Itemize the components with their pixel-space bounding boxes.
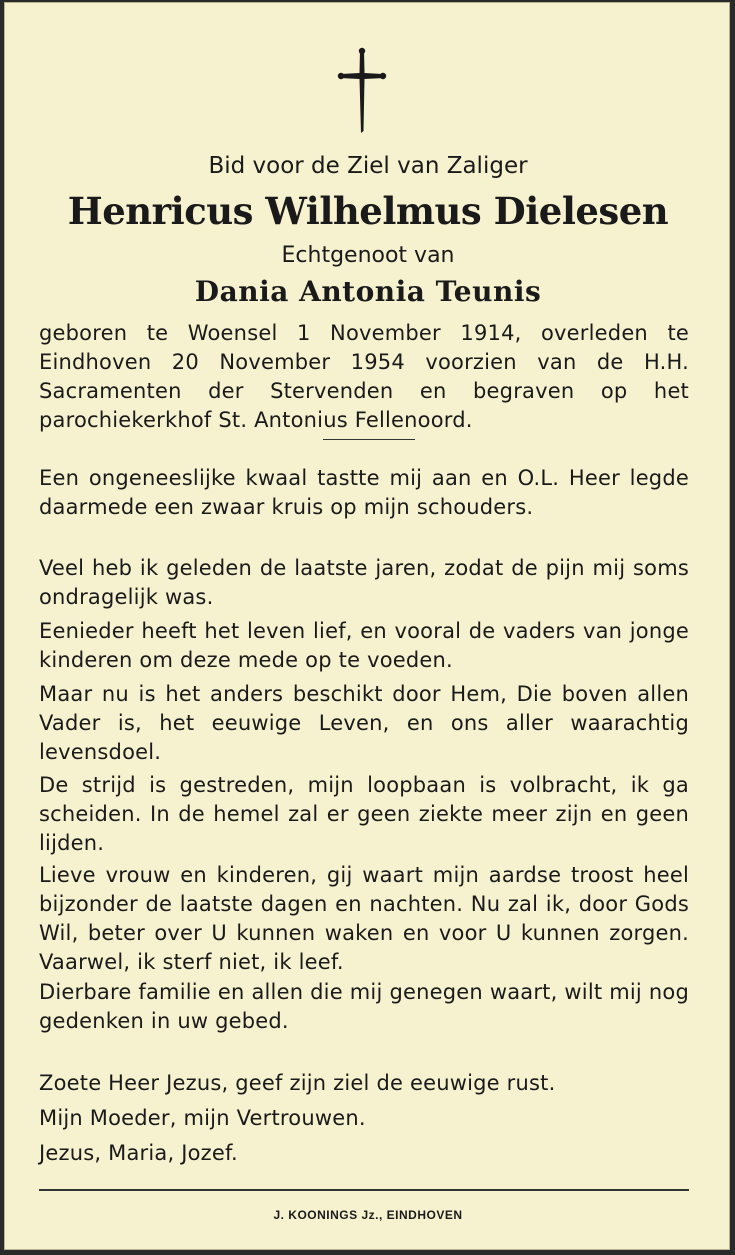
paragraph: Maar nu is het anders beschikt door Hem, Die boven allen Vader is, het eeuwige Leven, en ons aller waarachtig levensdoel. [39,682,689,764]
paragraph: Een ongeneeslijke kwaal tastte mij aan en O.L. Heer legde daarmede een zwaar kruis op mijn schouders. [39,466,689,519]
intro-text: Bid voor de Ziel van Zaliger [208,153,528,179]
spouse-name: Dania Antonia Teunis [194,275,542,308]
cross-icon [337,47,387,135]
memorial-card [4,2,730,1250]
short-divider [323,439,415,440]
prayer-line: Zoete Heer Jezus, geef zijn ziel de eeuwige rust. [39,1071,556,1095]
prayer-line: Jezus, Maria, Jozef. [39,1141,238,1165]
deceased-name: Henricus Wilhelmus Dielesen [67,189,669,233]
paragraph: Eenieder heeft het leven lief, en vooral de vaders van jonge kinderen om deze mede op te voeden. [39,619,689,672]
paragraph: Lieve vrouw en kinderen, gij waart mijn aardse troost heel bijzonder de laatste dagen en nachten. Nu zal ik, door Gods Wil, beter over U kunnen waken en voor U kunnen zorgen. Vaarwel, ik sterf niet, ik leef. [39,863,689,974]
paragraph: Dierbare familie en allen die mij genegen waart, wilt mij nog gedenken in uw gebed. [39,980,689,1033]
paragraph: Veel heb ik geleden de laatste jaren, zodat de pijn mij soms ondragelijk was. [39,556,689,609]
paragraph: De strijd is gestreden, mijn loopbaan is volbracht, ik ga scheiden. In de hemel zal er geen ziekte meer zijn en geen lijden. [39,773,689,855]
biography-text: geboren te Woensel 1 November 1914, overleden te Eindhoven 20 November 1954 voorzien van de H.H. Sacramenten der Stervenden en begraven op het parochiekerkhof St. Antonius Fellenoord. [39,321,689,432]
printer-credit: J. KOONINGS Jz., EINDHOVEN [273,1208,463,1222]
bottom-divider [39,1189,689,1191]
spouse-label: Echtgenoot van [281,243,455,268]
prayer-line: Mijn Moeder, mijn Vertrouwen. [39,1106,366,1130]
